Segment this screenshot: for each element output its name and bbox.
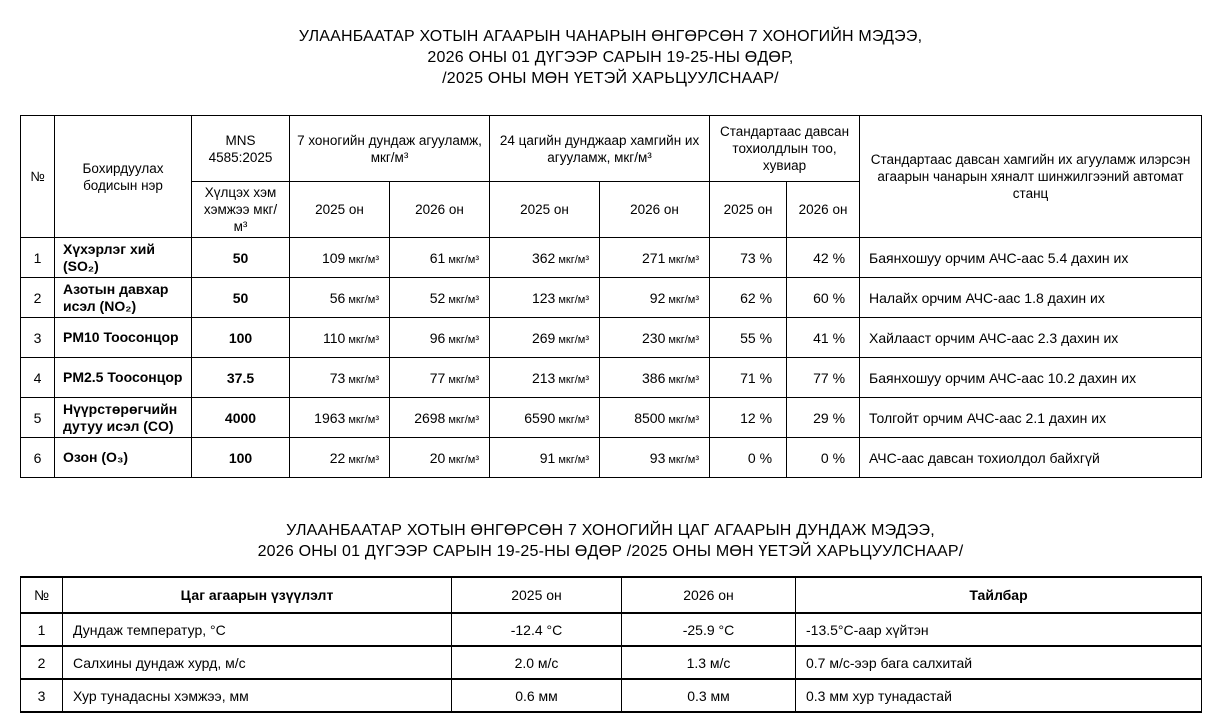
col-header-year-2025: 2025 он <box>490 182 600 238</box>
unit-label: мкг/м³ <box>448 253 480 266</box>
row-number: 2 <box>21 646 63 679</box>
unit-label: мкг/м³ <box>348 293 379 306</box>
col-header-no: № <box>21 577 63 613</box>
row-number: 4 <box>21 358 55 398</box>
station-note: Налайх орчим АЧС-аас 1.8 дахин их <box>860 278 1202 318</box>
value-2025: 0.6 мм <box>452 679 622 712</box>
header-row-groups <box>21 116 1202 182</box>
row-number: 1 <box>21 613 63 646</box>
title-line: 2026 ОНЫ 01 ДҮГЭЭР САРЫН 19-25-НЫ ӨДӨР, <box>427 49 794 66</box>
col-header-no: № <box>21 116 55 238</box>
row-number: 2 <box>21 278 55 318</box>
limit-value: 100 <box>192 438 290 478</box>
limit-value: 50 <box>192 238 290 278</box>
exceed-pct-2026: 60 % <box>787 278 860 318</box>
station-note: Хайлааст орчим АЧС-аас 2.3 дахин их <box>860 318 1202 358</box>
table-row <box>21 646 1202 679</box>
avg7-2025-value: 109 мкг/м³ <box>290 238 390 278</box>
max24-2025-value: 6590 мкг/м³ <box>490 398 600 438</box>
col-header-pollutant: Бохирдуулах бодисын нэр <box>55 116 192 238</box>
pollutant-name: PM10 Тоосонцор <box>55 318 192 358</box>
avg7-2026-value: 77 мкг/м³ <box>390 358 490 398</box>
avg7-2026-value: 52 мкг/м³ <box>390 278 490 318</box>
avg7-2026-value: 2698 мкг/м³ <box>390 398 490 438</box>
avg7-2026-value: 61 мкг/м³ <box>390 238 490 278</box>
value-2026: 0.3 мм <box>622 679 796 712</box>
exceed-pct-2025: 71 % <box>710 358 787 398</box>
limit-value: 37.5 <box>192 358 290 398</box>
unit-label: мкг/м³ <box>668 453 700 466</box>
indicator-name: Салхины дундаж хурд, м/с <box>63 646 452 679</box>
unit-label: мкг/м³ <box>348 373 379 386</box>
station-note: АЧС-аас давсан тохиолдол байхгүй <box>860 438 1202 478</box>
station-note: Баянхошуу орчим АЧС-аас 5.4 дахин их <box>860 238 1202 278</box>
exceed-pct-2026: 42 % <box>787 238 860 278</box>
unit-label: мкг/м³ <box>668 333 700 346</box>
table-row <box>21 318 1202 358</box>
col-header-year-2026: 2026 он <box>390 182 490 238</box>
col-header-year-2026: 2026 он <box>787 182 860 238</box>
unit-label: мкг/м³ <box>448 293 480 306</box>
max24-2025-value: 362 мкг/м³ <box>490 238 600 278</box>
unit-label: мкг/м³ <box>448 373 480 386</box>
title-line: УЛААНБААТАР ХОТЫН ӨНГӨРСӨН 7 ХОНОГИЙН ЦАГ АГААРЫН ДУНДАЖ МЭДЭЭ, <box>286 522 935 539</box>
col-header-year-2025: 2025 он <box>710 182 787 238</box>
max24-2026-value: 230 мкг/м³ <box>600 318 710 358</box>
col-header-year-2025: 2025 он <box>290 182 390 238</box>
weather-report-title <box>20 520 1201 562</box>
weather-table <box>20 576 1202 713</box>
avg7-2025-value: 1963 мкг/м³ <box>290 398 390 438</box>
table-row <box>21 679 1202 712</box>
max24-2026-value: 271 мкг/м³ <box>600 238 710 278</box>
indicator-name: Хур тунадасны хэмжээ, мм <box>63 679 452 712</box>
unit-label: мкг/м³ <box>448 333 480 346</box>
exceed-pct-2025: 73 % <box>710 238 787 278</box>
table-row <box>21 398 1202 438</box>
row-number: 3 <box>21 679 63 712</box>
max24-2026-value: 8500 мкг/м³ <box>600 398 710 438</box>
exceed-pct-2026: 0 % <box>787 438 860 478</box>
title-line: /2025 ОНЫ МӨН ҮЕТЭЙ ХАРЬЦУУЛСНААР/ <box>442 70 779 87</box>
table-row <box>21 238 1202 278</box>
table-row <box>21 438 1202 478</box>
air-quality-report-title <box>20 26 1201 89</box>
unit-label: мкг/м³ <box>558 373 590 386</box>
unit-label: мкг/м³ <box>348 413 379 426</box>
pollutant-name: Нүүрстөрөгчийн дутуу исэл (CO) <box>55 398 192 438</box>
row-number: 5 <box>21 398 55 438</box>
pollutant-name: Азотын давхар исэл (NO₂) <box>55 278 192 318</box>
avg7-2025-value: 56 мкг/м³ <box>290 278 390 318</box>
row-number: 1 <box>21 238 55 278</box>
value-2025: -12.4 °C <box>452 613 622 646</box>
max24-2025-value: 123 мкг/м³ <box>490 278 600 318</box>
exceed-pct-2025: 55 % <box>710 318 787 358</box>
col-header-exceedance: Стандартаас давсан тохиолдлын тоо, хувиар <box>710 116 860 182</box>
limit-value: 50 <box>192 278 290 318</box>
col-header-weekly-average: 7 хоногийн дундаж агууламж, мкг/м³ <box>290 116 490 182</box>
limit-value: 100 <box>192 318 290 358</box>
col-header-limit: Хүлцэх хэм хэмжээ мкг/м³ <box>192 182 290 238</box>
unit-label: мкг/м³ <box>348 333 379 346</box>
value-2026: -25.9 °C <box>622 613 796 646</box>
max24-2026-value: 93 мкг/м³ <box>600 438 710 478</box>
unit-label: мкг/м³ <box>448 413 480 426</box>
avg7-2025-value: 110 мкг/м³ <box>290 318 390 358</box>
unit-label: мкг/м³ <box>558 293 590 306</box>
pollutant-name: PM2.5 Тоосонцор <box>55 358 192 398</box>
comparison-note: 0.7 м/с-ээр бага салхитай <box>796 646 1202 679</box>
max24-2025-value: 91 мкг/м³ <box>490 438 600 478</box>
unit-label: мкг/м³ <box>348 453 379 466</box>
col-header-year-2026: 2026 он <box>622 577 796 613</box>
row-number: 3 <box>21 318 55 358</box>
title-line: УЛААНБААТАР ХОТЫН АГААРЫН ЧАНАРЫН ӨНГӨРСӨН 7 ХОНОГИЙН МЭДЭЭ, <box>298 28 923 45</box>
unit-label: мкг/м³ <box>668 373 700 386</box>
pollutant-name: Озон (O₃) <box>55 438 192 478</box>
title-line: 2026 ОНЫ 01 ДҮГЭЭР САРЫН 19-25-НЫ ӨДӨР /2025 ОНЫ МӨН ҮЕТЭЙ ХАРЬЦУУЛСНААР/ <box>257 543 964 560</box>
col-header-24h-maximum: 24 цагийн дунджаар хамгийн их агууламж, мкг/м³ <box>490 116 710 182</box>
table-row <box>21 278 1202 318</box>
value-2026: 1.3 м/с <box>622 646 796 679</box>
col-header-year-2025: 2025 он <box>452 577 622 613</box>
avg7-2026-value: 20 мкг/м³ <box>390 438 490 478</box>
max24-2026-value: 386 мкг/м³ <box>600 358 710 398</box>
max24-2025-value: 269 мкг/м³ <box>490 318 600 358</box>
station-note: Толгойт орчим АЧС-аас 2.1 дахин их <box>860 398 1202 438</box>
row-number: 6 <box>21 438 55 478</box>
unit-label: мкг/м³ <box>558 253 590 266</box>
comparison-note: -13.5°C-аар хүйтэн <box>796 613 1202 646</box>
exceed-pct-2025: 0 % <box>710 438 787 478</box>
unit-label: мкг/м³ <box>558 333 590 346</box>
max24-2026-value: 92 мкг/м³ <box>600 278 710 318</box>
unit-label: мкг/м³ <box>558 453 590 466</box>
exceed-pct-2026: 29 % <box>787 398 860 438</box>
col-header-year-2026: 2026 он <box>600 182 710 238</box>
col-header-indicator: Цаг агаарын үзүүлэлт <box>63 577 452 613</box>
table-row <box>21 613 1202 646</box>
unit-label: мкг/м³ <box>348 253 379 266</box>
col-header-mns-standard: MNS 4585:2025 <box>192 116 290 182</box>
exceed-pct-2025: 62 % <box>710 278 787 318</box>
avg7-2026-value: 96 мкг/м³ <box>390 318 490 358</box>
unit-label: мкг/м³ <box>558 413 590 426</box>
comparison-note: 0.3 мм хур тунадастай <box>796 679 1202 712</box>
header-row <box>21 577 1202 613</box>
col-header-note: Тайлбар <box>796 577 1202 613</box>
unit-label: мкг/м³ <box>668 293 700 306</box>
unit-label: мкг/м³ <box>668 413 700 426</box>
avg7-2025-value: 22 мкг/м³ <box>290 438 390 478</box>
exceed-pct-2025: 12 % <box>710 398 787 438</box>
air-quality-table <box>20 115 1202 478</box>
unit-label: мкг/м³ <box>448 453 480 466</box>
col-header-station: Стандартаас давсан хамгийн их агууламж илэрсэн агаарын чанарын хяналт шинжилгээний автомат станц <box>860 116 1202 238</box>
indicator-name: Дундаж температур, °C <box>63 613 452 646</box>
value-2025: 2.0 м/с <box>452 646 622 679</box>
exceed-pct-2026: 41 % <box>787 318 860 358</box>
station-note: Баянхошуу орчим АЧС-аас 10.2 дахин их <box>860 358 1202 398</box>
pollutant-name: Хүхэрлэг хий (SO₂) <box>55 238 192 278</box>
unit-label: мкг/м³ <box>668 253 700 266</box>
avg7-2025-value: 73 мкг/м³ <box>290 358 390 398</box>
table-row <box>21 358 1202 398</box>
exceed-pct-2026: 77 % <box>787 358 860 398</box>
max24-2025-value: 213 мкг/м³ <box>490 358 600 398</box>
limit-value: 4000 <box>192 398 290 438</box>
